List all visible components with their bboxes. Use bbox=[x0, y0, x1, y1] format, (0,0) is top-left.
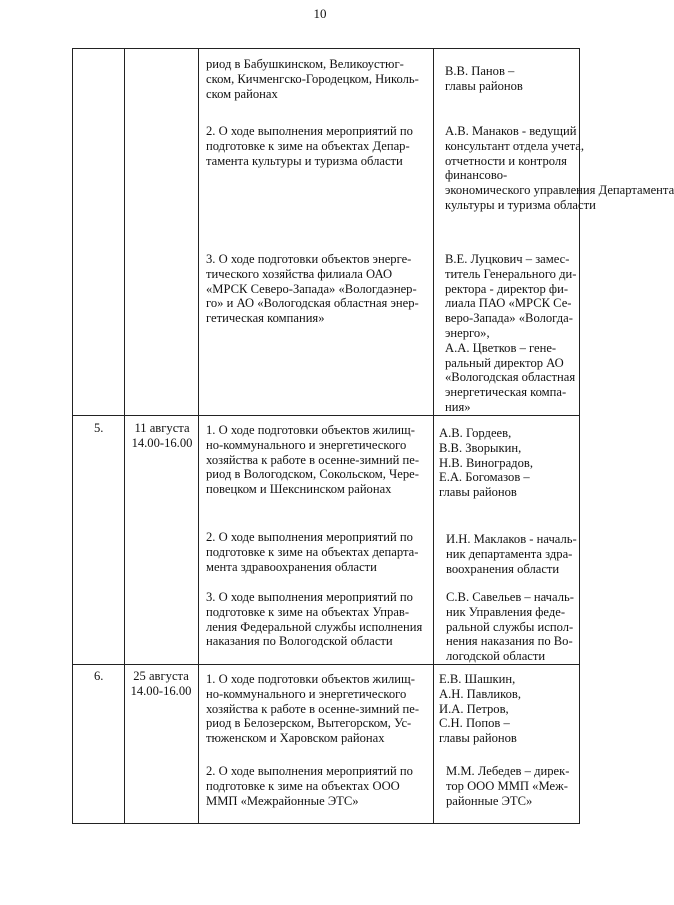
agenda-topic: 2. О ходе выполнения мероприятий по подготовке к зиме на объектах департа- мента здравоохранения области bbox=[206, 530, 419, 574]
page-number: 10 bbox=[313, 6, 327, 21]
agenda-speaker: А.В. Манаков - ведущий консультант отдела учета, отчетности и контроля финансово- экономического управления Департамента культуры и туризма области bbox=[445, 124, 674, 212]
agenda-topic: риод в Бабушкинском, Великоустюг- ском, Кичменгско-Городецком, Николь- ском районах bbox=[206, 57, 419, 101]
agenda-topic: 1. О ходе подготовки объектов жилищ- но-коммунального и энергетического хозяйства к работе в осенне-зимний пе- риод в Белозерском, Вытегорском, Ус- тюженском и Харовском районах bbox=[206, 672, 420, 746]
column-divider bbox=[124, 48, 125, 824]
column-divider bbox=[198, 48, 199, 824]
agenda-topic: 3. О ходе подготовки объектов энерге- тического хозяйства филиала ОАО «МРСК Северо-Запада» «Вологдаэнер- го» и АО «Вологодская областная энер- гетическая компания» bbox=[206, 252, 419, 326]
meeting-date: 11 августа 14.00-16.00 bbox=[131, 421, 193, 450]
agenda-speaker: Е.В. Шашкин, А.Н. Павликов, И.А. Петров, С.Н. Попов – главы районов bbox=[439, 672, 521, 746]
agenda-topic: 2. О ходе выполнения мероприятий по подготовке к зиме на объектах ООО ММП «Межрайонные ЭТС» bbox=[206, 764, 413, 808]
column-divider bbox=[433, 48, 434, 824]
agenda-speaker: В.Е. Луцкович – замес- титель Генерального ди- ректора - директор фи- лиала ПАО «МРСК Се- веро-Запада» «Вологда- энерго», А.А. Цветков – гене- ральный директор АО «Вологодская областная энергетическая компа- ния» bbox=[445, 252, 577, 414]
agenda-speaker: С.В. Савельев – началь- ник Управления феде- ральной службы испол- нения наказания по Во- логодской области bbox=[446, 590, 574, 664]
table-border-top bbox=[72, 48, 580, 49]
agenda-topic: 1. О ходе подготовки объектов жилищ- но-коммунального и энергетического хозяйства к работе в осенне-зимний пе- риод в Вологодском, Сокольском, Чере- повецком и Шекснинском районах bbox=[206, 423, 420, 497]
row-divider bbox=[72, 415, 580, 416]
agenda-topic: 2. О ходе выполнения мероприятий по подготовке к зиме на объектах Депар- тамента культуры и туризма области bbox=[206, 124, 413, 168]
row-number: 6. bbox=[94, 669, 104, 683]
agenda-speaker: И.Н. Маклаков - началь- ник департамента здра- воохранения области bbox=[446, 532, 577, 576]
meeting-date: 25 августа 14.00-16.00 bbox=[130, 669, 192, 698]
agenda-speaker: В.В. Панов – главы районов bbox=[445, 64, 523, 93]
schedule-table bbox=[72, 48, 674, 824]
agenda-speaker: М.М. Лебедев – дирек- тор ООО ММП «Меж- районные ЭТС» bbox=[446, 764, 570, 808]
row-number: 5. bbox=[94, 421, 104, 435]
table-border-bottom bbox=[72, 823, 580, 824]
agenda-speaker: А.В. Гордеев, В.В. Зворыкин, Н.В. Виноградов, Е.А. Богомазов – главы районов bbox=[439, 426, 533, 500]
table-border-left bbox=[72, 48, 73, 824]
agenda-topic: 3. О ходе выполнения мероприятий по подготовке к зиме на объектах Управ- ления Федеральной службы исполнения наказания по Вологодской области bbox=[206, 590, 423, 649]
row-divider bbox=[72, 664, 580, 665]
